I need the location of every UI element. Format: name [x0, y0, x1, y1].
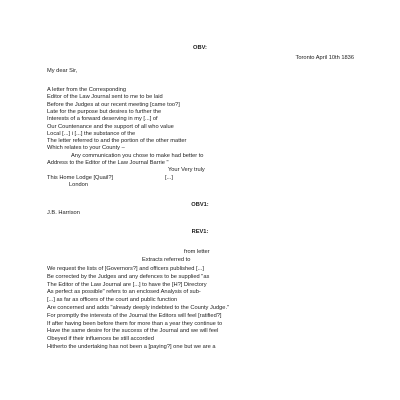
rev1-body-line: If after having been before them for more than a year they continue to	[47, 320, 223, 327]
obv1-heading: OBV1:	[191, 202, 209, 208]
obv-body-line: Editor of the Law Journal sent to me to be laid	[47, 94, 163, 101]
rev1-body-line: Hitherto the undertaking has not been a [paying?] one but we are a	[47, 344, 216, 350]
rev1-body-line: Obeyed if their influences be still accorded	[47, 336, 154, 343]
rev1-body-line: Are concerned and adds "already deeply indebted to the County Judge."	[47, 305, 230, 311]
obv-signature: This Home Lodge [Quail?]	[47, 174, 114, 181]
obv1-name: J.B. Harrison	[47, 210, 80, 216]
obv-salutation: My dear Sir,	[47, 68, 78, 74]
obv-communication: Any communication you chose to make had better to	[71, 152, 204, 159]
rev1-body-line: Be corrected by the Judges and any defences to be supplied "as	[47, 273, 210, 280]
rev1-body-line: Have the same desire for the success of the Journal and we will feel	[47, 328, 219, 335]
rev1-body-line: We request the lists of [Governors?] and officers published [...]	[47, 266, 204, 272]
obv-address-line: Address to the Editor of the Law Journal Barrie "	[47, 160, 169, 166]
obv-body-line: Local [...] i [...] the substance of the	[47, 130, 136, 137]
obv-closing: Your Very truly	[168, 167, 205, 174]
rev1-body-line: For promptly the interests of the Journal the Editors will feel [ratified?]	[47, 312, 222, 319]
rev1-body-line: [...] as far as officers of the court and public function	[47, 297, 178, 304]
rev1-body-line: As perfect as possible" refers to an enclosed Analysis of sub-	[47, 289, 201, 296]
obv-body-line: The letter referred to and the portion of the other matter	[47, 138, 187, 145]
rev1-body-line: The Editor of the Law Journal are [...] to have the [H?] Directory	[47, 281, 207, 288]
obv-body-line: A letter from the Corresponding	[47, 87, 127, 93]
obv-body-line: Interests of a forward deserving in my [...] of	[47, 116, 158, 123]
obv-body-line: Late for the purpose but desires to further the	[47, 108, 162, 115]
rev1-extracts: Extracts referred to	[142, 256, 191, 263]
obv-body-line: Which relates to your County –	[47, 145, 125, 152]
rev1-from-letter: from letter	[184, 249, 210, 255]
obv-body-line: Our Countenance and the support of all who value	[47, 123, 174, 130]
obv-heading: OBV:	[193, 45, 207, 51]
obv-body-line: Before the Judges at our recent meeting [came too?]	[47, 101, 180, 108]
obv-dateline: Toronto April 10th 1836	[295, 55, 354, 61]
obv-place: London	[69, 181, 88, 188]
rev1-heading: REV1:	[191, 229, 209, 235]
obv-signature-extra: [...]	[165, 174, 173, 181]
